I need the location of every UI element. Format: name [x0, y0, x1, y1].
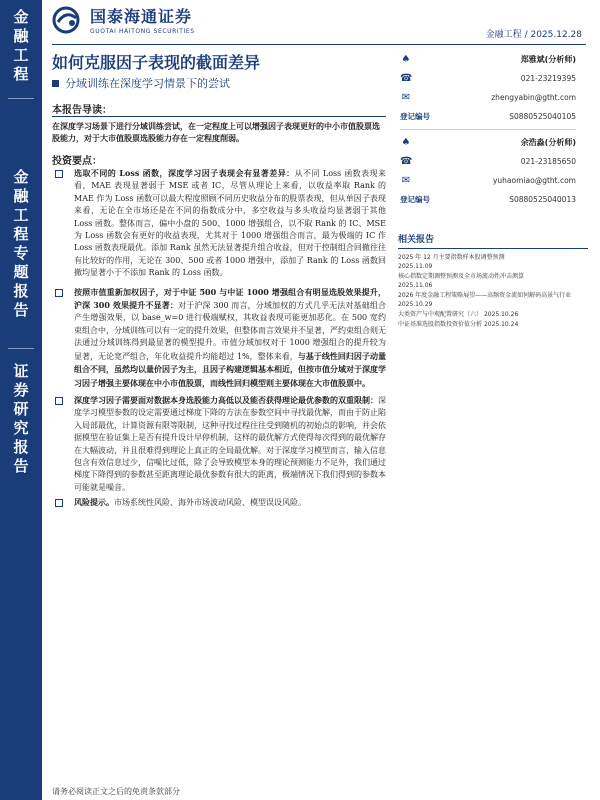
brand-logo-icon — [52, 6, 82, 34]
related-report-title[interactable]: 大类资产与中观配置研究（六） — [398, 311, 483, 318]
sidebar-doc-type — [0, 362, 42, 476]
sidebar-char: 金 — [13, 168, 29, 186]
sidebar-char: 金 — [13, 8, 29, 26]
guide-summary: 在深度学习场景下进行分域训练尝试，在一定程度上可以增强因子表现更好的中小市值股票选股能力，对于大市值股票选股能力存在一定程度削弱。 — [52, 116, 386, 144]
sidebar-char: 专 — [13, 244, 29, 262]
point-body: 对于沪深 300 而言，分域加权的方式几乎无法对基础组合产生增强效果，以 base_w=0 进行极端赋权，其收益表现可能更加恶化。在 500 宽约束组合中，分域训练可以有一定的提升效果，但整体而言效果并不显著，严约束组合则无法通过分域训练得到最显著的模型提升。市值分域加权对于 1000 增强组合的提升较为显著，无论宽严组合，年化收益提升均能超过 1%，整体来看， — [74, 301, 386, 361]
header-separator: / — [524, 30, 531, 40]
brand-name: 国泰海通证券 — [90, 7, 193, 26]
guide-heading: 本报告导读： — [52, 105, 112, 116]
related-report-item[interactable] — [398, 320, 588, 329]
points-heading: 投资要点： — [52, 156, 102, 167]
point-item — [52, 167, 386, 280]
related-report-title[interactable]: 中证基准选股指数投资价值分析 — [398, 321, 483, 328]
sidebar-report-type — [0, 168, 42, 320]
checkbox-bullet-icon — [55, 289, 63, 297]
sidebar-divider — [8, 98, 34, 99]
brand-name-en: GUOTAI HAITONG SECURITIES — [90, 28, 195, 35]
checkbox-bullet-icon — [55, 397, 63, 405]
related-report-item[interactable] — [398, 253, 588, 271]
investment-points — [52, 167, 386, 510]
related-report-date: 2025.11.09 — [398, 263, 433, 270]
header-date: 2025.12.28 — [530, 30, 582, 40]
analyst-phone: 021-23185650 — [520, 157, 576, 166]
checkbox-bullet-icon — [55, 170, 63, 178]
sidebar-category — [0, 8, 42, 84]
related-report-title[interactable]: 2026 年度金融工程策略展望——高频资金流如何解码高景气行业 — [398, 292, 572, 299]
related-report-title[interactable]: 核心指数定期调整预测及全市场流动性冲击测算 — [398, 273, 525, 280]
person-icon: ♠ — [401, 136, 411, 148]
header-category: 金融工程 — [485, 30, 522, 40]
footer-disclaimer: 请务必阅读正文之后的免责条款部分 — [52, 787, 180, 796]
point-item — [52, 394, 386, 494]
analyst-name: 郑雅斌(分析师) — [520, 55, 576, 64]
sidebar-char: 报 — [13, 438, 29, 456]
analyst-card — [400, 50, 576, 126]
related-report-item[interactable] — [398, 291, 588, 309]
point-body: 深度学习模型参数的设定需要通过梯度下降的方法在参数空间中寻找最优解，而由于防止陷入局部最优，计算资源有限等限制，这种寻找过程往往受到随机的初始点的影响，并会依据模型在验证集上是否有提升设计早停机制，这样的最优解方式使得每次得到的最优解存在大幅波动，并且很难得到理论上真正的全局最优解。对于深度学习模型而言，输入信息包含有效信息过少，信噪比过低，除了会导致模型本身的理论预测能力不足外，我们通过梯度下降得到的参数甚至距离理论最优参数有很大的距离，极端情况下我们得到的参数本可能就是噪音。 — [74, 395, 386, 492]
point-lead: 按照市值重新加权因子，对于中证 500 与中证 1000 增强组合有明显选股效果提升，沪深 300 效果提升不显著： — [74, 286, 386, 311]
square-bullet-icon — [52, 80, 59, 87]
phone-icon: ☎ — [400, 72, 413, 84]
related-reports — [398, 232, 588, 330]
person-icon: ♠ — [401, 53, 411, 65]
sidebar-char: 究 — [13, 419, 29, 437]
analyst-name: 余浩淼(分析师) — [520, 138, 576, 147]
sidebar-char: 工 — [13, 46, 29, 64]
analyst-panel — [400, 50, 576, 209]
sidebar-char: 题 — [13, 263, 29, 281]
point-lead: 深度学习因子需要面对数据本身选股能力高低以及能否获得理论最优参数的双重限制： — [74, 394, 378, 405]
analyst-reg-no: S0880525040013 — [509, 195, 576, 204]
sidebar-divider — [8, 348, 34, 349]
analyst-card — [400, 133, 576, 209]
related-report-date: 2025.11.06 — [398, 282, 433, 289]
sidebar-char: 告 — [13, 457, 29, 475]
email-icon: ✉ — [401, 174, 411, 186]
point-body: 市场系统性风险、海外市场波动风险、模型误设风险。 — [114, 498, 306, 508]
sidebar-char: 程 — [13, 65, 29, 83]
sidebar-char: 工 — [13, 206, 29, 224]
sidebar-char: 告 — [13, 301, 29, 319]
related-report-date: 2025.10.24 — [483, 321, 519, 328]
sidebar-char: 研 — [13, 400, 29, 418]
report-subtitle — [52, 75, 230, 91]
analyst-email[interactable]: yuhaomiao@gtht.com — [492, 176, 576, 185]
sidebar-char: 融 — [13, 27, 29, 45]
point-body: 从不同 Loss 函数表现来看，MAE 表现显著弱于 MSE 或者 IC，尽管从理论上来看，以收益率取 Rank 的 MAE 作为 Loss 函数可以最大程度照顾不同历史收益分布的股票表现，但从单因子表现来看，无论在全市场还是在不同的指数成分中，多空收益与多头收益均显著弱于其他 Loss 函数。整体而言，偏中小盘的 500、1000 增强组合，以不取 Rank 的 IC、MSE 为 Loss 函数会有更好的收益表现，尤其对于 1000 增强组合而言，最为极端的 IC 作 Loss 函数表现最优。添加 Rank 虽然无法显著提升组合收益，但对于控制组合回撤往往有比较好的作用，无论在 300、500 或者 1000 增强中，添加了 Rank 的 Loss 函数回撤均显著小于不添加 Rank 的 Loss 函数。 — [74, 169, 386, 278]
phone-icon: ☎ — [400, 155, 413, 167]
sidebar-char: 程 — [13, 225, 29, 243]
checkbox-bullet-icon — [55, 499, 63, 507]
related-reports-title: 相关报告 — [398, 232, 588, 249]
reg-label: 登记编号 — [400, 195, 430, 204]
point-lead: 选取不同的 Loss 函数，深度学习因子表现会有显著差异： — [74, 168, 295, 178]
point-lead: 风险提示。 — [74, 497, 114, 508]
report-title: 如何克服因子表现的截面差异 — [52, 53, 261, 72]
sidebar — [0, 0, 42, 800]
point-item — [52, 286, 386, 390]
point-tail: 与基于线性回归因子动量组合不同，虽然均以量价因子为主，且因子构建逻辑基本相近，但按市值分域对于深度学习因子增强主要体现在中小市值股票，而线性回归模型则主要体现在大市值股票中。 — [74, 350, 386, 388]
related-report-item[interactable] — [398, 310, 588, 319]
analyst-phone: 021-23219395 — [520, 74, 576, 83]
header-divider — [52, 44, 586, 45]
reg-label: 登记编号 — [400, 112, 430, 121]
analyst-reg-no: S0880525040105 — [509, 112, 576, 121]
subtitle-text: 分域训练在深度学习情景下的尝试 — [65, 77, 230, 90]
sidebar-char: 融 — [13, 187, 29, 205]
header-meta — [486, 27, 582, 40]
email-icon: ✉ — [401, 91, 411, 103]
sidebar-char: 报 — [13, 282, 29, 300]
analyst-email[interactable]: zhengyabin@gtht.com — [491, 93, 576, 102]
related-report-date: 2025.10.29 — [398, 301, 433, 308]
analyst-divider — [400, 129, 576, 130]
sidebar-char: 券 — [13, 381, 29, 399]
related-report-date: 2025.10.26 — [483, 311, 519, 318]
related-report-title[interactable]: 2025 年 12 月主要指数样本股调整预测 — [398, 254, 505, 261]
brand — [52, 4, 195, 35]
related-report-item[interactable] — [398, 272, 588, 290]
sidebar-char: 证 — [13, 362, 29, 380]
point-item — [52, 496, 386, 509]
